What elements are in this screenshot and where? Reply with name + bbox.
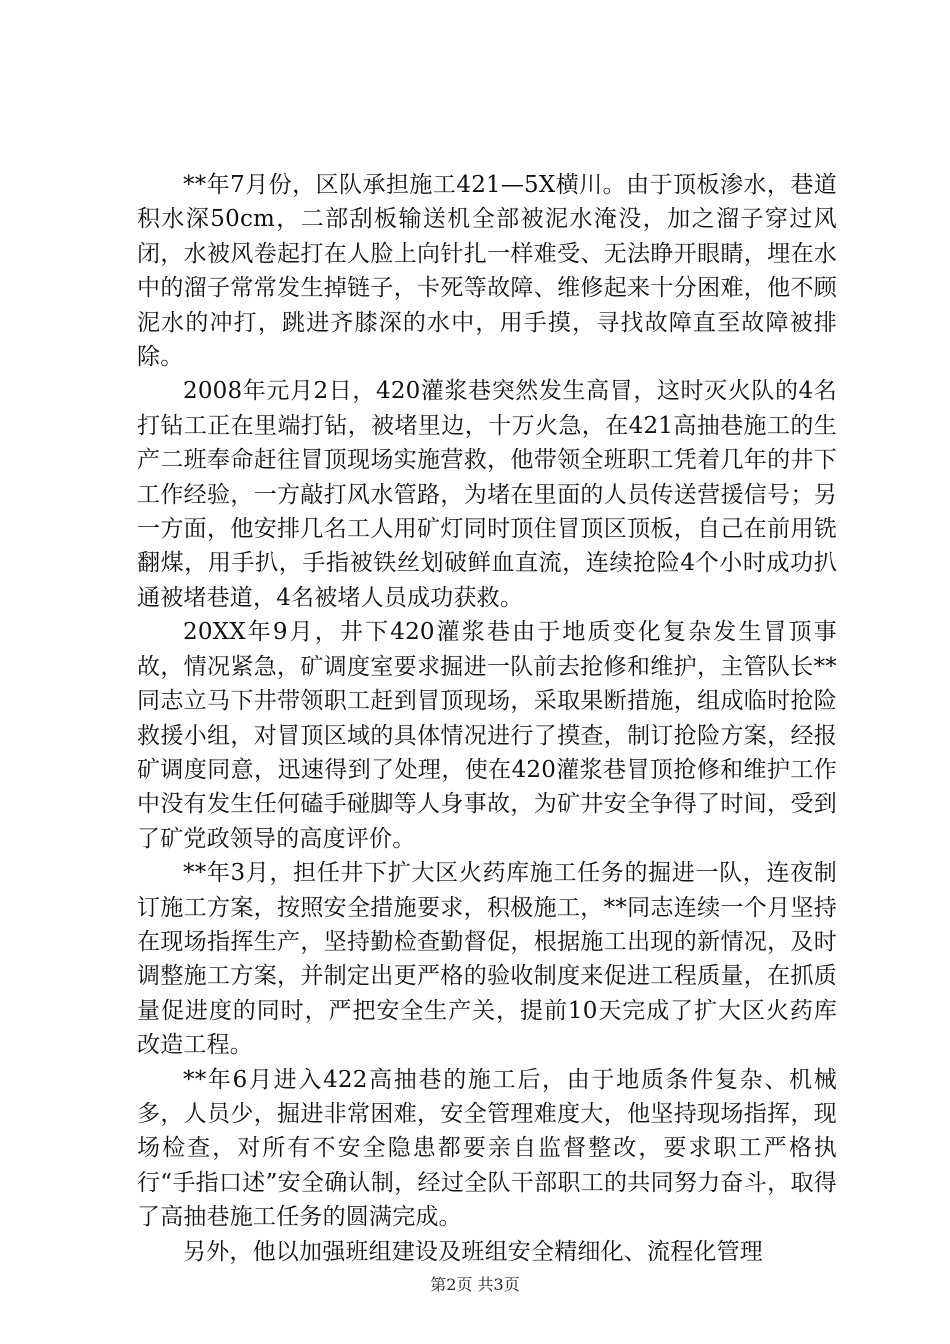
paragraph-2: 2008年元月2日，420灌浆巷突然发生高冒，这时灭火队的4名打钻工正在里端打钻，被堵里边，十万火急，在421高抽巷施工的生产二班奉命赶往冒顶现场实施营救，他带领全班职工凭着几年的井下工作经验，一方敲打风水管路，为堵在里面的人员传送营援信号；另一方面，他安排几名工人用矿灯同时顶住冒顶区顶板，自己在前用铣翻煤，用手扒，手指被铁丝划破鲜血直流，连续抢险4个小时成功扒通被堵巷道，4名被堵人员成功获救。 xyxy=(137,378,837,611)
page-number-footer: 第2页 共3页 xyxy=(430,1275,520,1294)
paragraph-3: 20XX年9月，井下420灌浆巷由于地质变化复杂发生冒顶事故，情况紧急，矿调度室要求掘进一队前去抢修和维护，主管队长**同志立马下井带领职工赶到冒顶现场，采取果断措施，组成临时抢险救援小组，对冒顶区域的具体情况进行了摸查，制订抢险方案，经报矿调度同意，迅速得到了处理，使在420灌浆巷冒顶抢修和维护工作中没有发生任何磕手碰脚等人身事故，为矿井安全争得了时间，受到了矿党政领导的高度评价。 xyxy=(137,619,837,852)
paragraph-1: **年7月份，区队承担施工421—5X横川。由于顶板渗水，巷道积水深50cm，二部刮板输送机全部被泥水淹没，加之溜子穿过风闭，水被风卷起打在人脸上向针扎一样难受、无法睁开眼睛，埋在水中的溜子常常发生掉链子，卡死等故障、维修起来十分困难，他不顾泥水的冲打，跳进齐膝深的水中，用手摸，寻找故障直至故障被排除。 xyxy=(137,172,837,371)
document-body xyxy=(137,168,837,1269)
paragraph-4: **年3月，担任井下扩大区火药库施工任务的掘进一队，连夜制订施工方案，按照安全措施要求，积极施工，**同志连续一个月坚持在现场指挥生产，坚持勤检查勤督促，根据施工出现的新情况，及时调整施工方案，并制定出更严格的验收制度来促进工程质量，在抓质量促进度的同时，严把安全生产关，提前10天完成了扩大区火药库改造工程。 xyxy=(137,860,837,1059)
paragraph-5: **年6月进入422高抽巷的施工后，由于地质条件复杂、机械多，人员少，掘进非常困难，安全管理难度大，他坚持现场指挥，现场检查，对所有不安全隐患都要亲自监督整改，要求职工严格执行“手指口述”安全确认制，经过全队干部职工的共同努力奋斗，取得了高抽巷施工任务的圆满完成。 xyxy=(137,1066,837,1231)
paragraph-6: 另外，他以加强班组建设及班组安全精细化、流程化管理 xyxy=(183,1238,763,1265)
